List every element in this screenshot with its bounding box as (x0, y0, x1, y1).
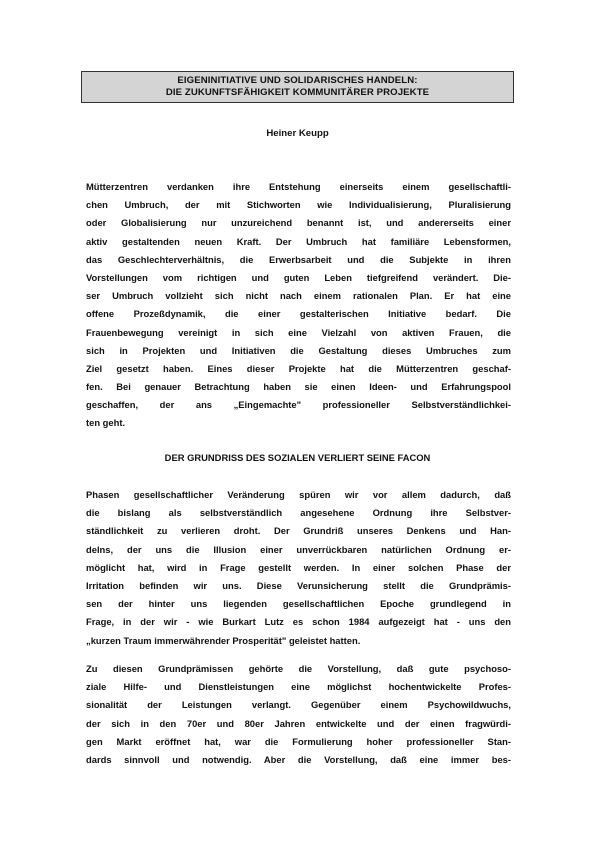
text-line: ständlichkeit zu verlieren droht. Der Grundriß unseres Denkens und Han- (86, 525, 511, 537)
text-line: offene Prozeßdynamik, die einer gestalterischen Initiative bedarf. Die (86, 308, 511, 320)
text-line: Mütterzentren verdanken ihre Entstehung einerseits einem gesellschaftli- (86, 181, 511, 192)
text-line: Vorstellungen vom richtigen und guten Leben tiefgreifend verändert. Die- (86, 271, 511, 283)
text-line: dards sinnvoll und notwendig. Aber die Vorstellung, daß eine immer bes- (86, 753, 511, 765)
text-line: ser Umbruch vollzieht sich nicht nach einem rationalen Plan. Er hat eine (86, 290, 511, 302)
text-line: delns, der uns die Illusion einer unverrückbaren natürlichen Ordnung er- (86, 543, 511, 555)
text-line: sen der hinter uns liegenden gesellschaftlichen Epoche grundlegend in (86, 598, 511, 610)
text-line: ziale Hilfe- und Dienstleistungen eine möglichst hochentwickelte Profes- (86, 681, 511, 693)
text-line: ten geht. (86, 417, 126, 429)
text-line: oder Globalisierung nur unzureichend benannt ist, und andererseits einer (86, 217, 511, 229)
text-line: die bislang als selbstverständlich angesehene Ordnung ihre Selbstver- (86, 507, 511, 519)
text-line: fen. Bei genauer Betrachtung haben sie einen Ideen- und Erfahrungspool (86, 381, 511, 393)
text-line: Ziel gesetzt haben. Eines dieser Projekte hat die Mütterzentren geschaf- (86, 362, 511, 374)
title-line-1: EIGENINITIATIVE UND SOLIDARISCHES HANDELN: (177, 75, 418, 86)
section-heading: DER GRUNDRISS DES SOZIALEN VERLIERT SEINE FACON (164, 452, 431, 463)
paragraph-intro (86, 178, 511, 433)
text-line: geschaffen, der ans „Eingemachte" professioneller Selbstverständlichkei- (86, 399, 511, 411)
text-line: „kurzen Traum immerwährender Prosperität" geleistet hatten. (86, 634, 361, 646)
text-line: Frage, in der wir - wie Burkart Lutz es schon 1984 aufgezeigt hat - uns den (86, 616, 511, 628)
text-line: sich in Projekten und Initiativen die Gestaltung dieses Umbruches zum (86, 344, 511, 356)
text-line: Zu diesen Grundprämissen gehörte die Vorstellung, daß gute psychoso- (86, 663, 511, 674)
text-line: das Geschlechterverhältnis, die Erwerbsarbeit und die Subjekte in ihren (86, 253, 511, 265)
text-line: gen Markt eröffnet hat, war die Formulierung hoher professioneller Stan- (86, 735, 511, 747)
title-box (81, 71, 514, 103)
text-line: möglicht hat, wird in Frage gestellt werden. In einer solchen Phase der (86, 561, 511, 573)
text-line: aktiv gestaltenden neuen Kraft. Der Umbruch hat familiäre Lebensformen, (86, 235, 511, 247)
paragraph-premises (86, 660, 511, 769)
text-line: der sich in den 70er und 80er Jahren entwickelte und der einen fragwürdi- (86, 717, 511, 729)
text-line: sionalität der Leistungen verlangt. Gegenüber einem Psychowildwuchs, (86, 699, 511, 711)
text-line: chen Umbruch, der mit Stichworten wie Individualisierung, Pluralisierung (86, 199, 511, 211)
text-line: Phasen gesellschaftlicher Veränderung spüren wir vor allem dadurch, daß (86, 489, 511, 500)
text-line: Frauenbewegung vereinigt in sich eine Vielzahl von aktiven Frauen, die (86, 326, 511, 338)
author-name: Heiner Keupp (266, 128, 329, 139)
text-line: Irritation befinden wir uns. Diese Verunsicherung stellt die Grundprämis- (86, 579, 511, 591)
title-line-2: DIE ZUKUNFTSFÄHIGKEIT KOMMUNITÄRER PROJEKTE (165, 87, 430, 98)
paragraph-phases (86, 486, 511, 650)
